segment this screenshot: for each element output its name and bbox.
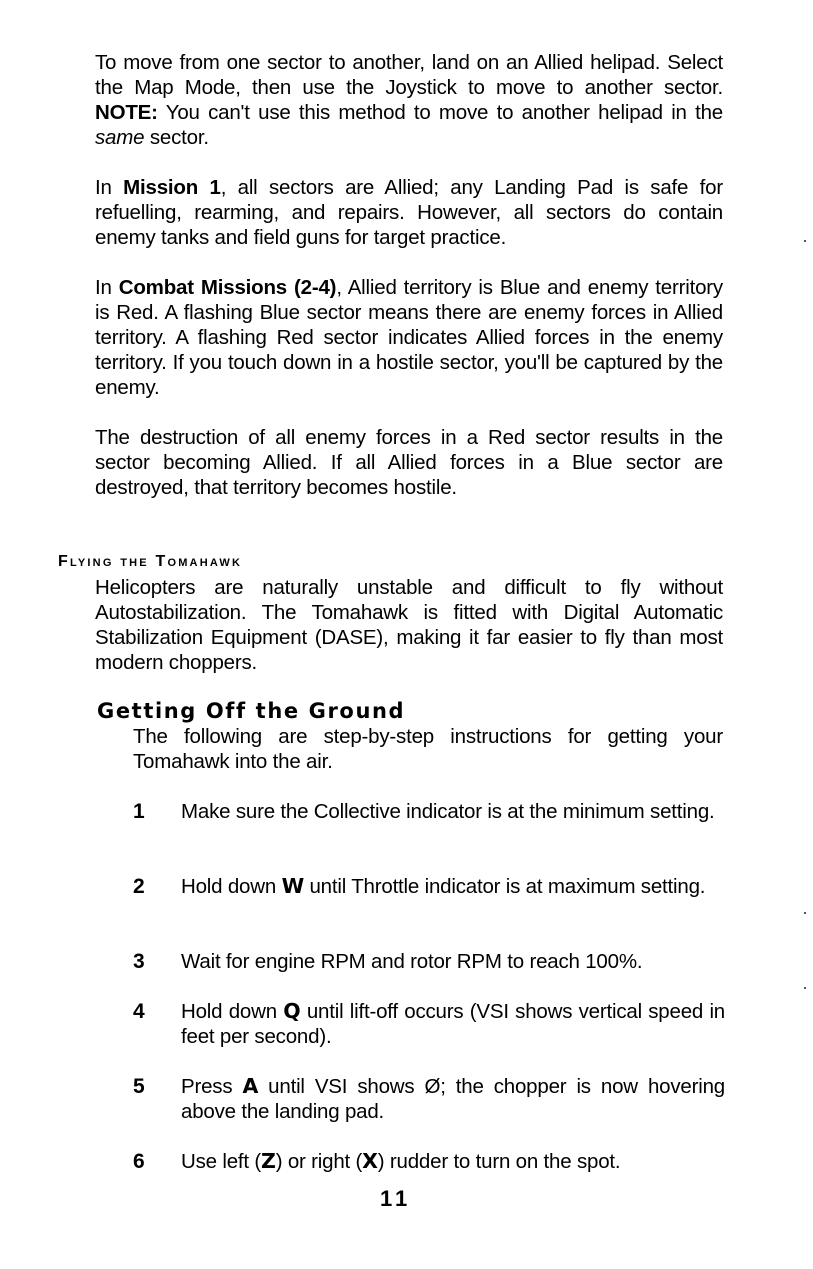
step-text: Make sure the Collective indicator is at the minimum setting. — [181, 800, 715, 823]
scan-speck — [804, 987, 806, 989]
combat-missions-label: Combat Missions (2-4) — [118, 276, 337, 299]
key-w: W — [281, 874, 304, 898]
section-heading: Flying the Tomahawk — [58, 553, 243, 570]
mission-1-label: Mission 1 — [123, 176, 221, 199]
step-text: Hold down Q until lift-off occurs (VSI shows vertical speed in feet per second). — [181, 999, 726, 1048]
key-a: A — [242, 1074, 259, 1098]
paragraph-combat-missions: In Combat Missions (2-4), Allied territory is Blue and enemy territory is Red. A flashing Blue sector means there are enemy forces in Allied territory. A flashing Red sector indicates Allied forces in the enemy territory. If you touch down in a hostile sector, you'll be captured by the enemy. — [95, 276, 723, 399]
section-intro: Helicopters are naturally unstable and difficult to fly without Autostabilization. The Tomahawk is fitted with Digital Automatic Stabilization Equipment (DASE), making it far easier to fly than most modern choppers. — [95, 576, 723, 674]
step-text: Hold down W until Throttle indicator is at maximum setting. — [181, 874, 706, 898]
paragraph-mission-1: In Mission 1, all sectors are Allied; any Landing Pad is safe for refuelling, rearming, and repairs. However, all sectors do contain enemy tanks and field guns for target practice. — [95, 176, 723, 249]
key-z: Z — [261, 1149, 276, 1173]
subsection-intro: The following are step-by-step instructions for getting your Tomahawk into the air. — [133, 725, 723, 773]
subsection-heading: Getting Off the Ground — [97, 699, 406, 723]
step-number: 3 — [133, 950, 145, 973]
step-text: Wait for engine RPM and rotor RPM to reach 100%. — [181, 950, 643, 973]
page-number: 11 — [380, 1186, 412, 1211]
step-number: 1 — [133, 800, 145, 823]
scan-speck — [804, 240, 806, 242]
step-number: 2 — [133, 875, 145, 898]
key-q: Q — [283, 999, 301, 1023]
scan-speck — [804, 912, 806, 914]
emphasis-same: same — [95, 126, 145, 149]
step-text: Press A until VSI shows Ø; the chopper is now hovering above the landing pad. — [181, 1074, 725, 1123]
step-number: 4 — [133, 1000, 145, 1023]
step-text: Use left (Z) or right (X) rudder to turn on the spot. — [181, 1149, 621, 1173]
paragraph-moving-sectors: To move from one sector to another, land on an Allied helipad. Select the Map Mode, then use the Joystick to move to another sector. NOTE: You can't use this method to move to another helipad in the same sector. — [95, 51, 723, 149]
paragraph-destruction: The destruction of all enemy forces in a Red sector results in the sector becoming Allied. If all Allied forces in a Blue sector are destroyed, that territory becomes hostile. — [95, 426, 723, 499]
note-label: NOTE: — [95, 101, 158, 124]
step-number: 5 — [133, 1075, 145, 1098]
key-x: X — [362, 1149, 378, 1173]
step-number: 6 — [133, 1150, 145, 1173]
